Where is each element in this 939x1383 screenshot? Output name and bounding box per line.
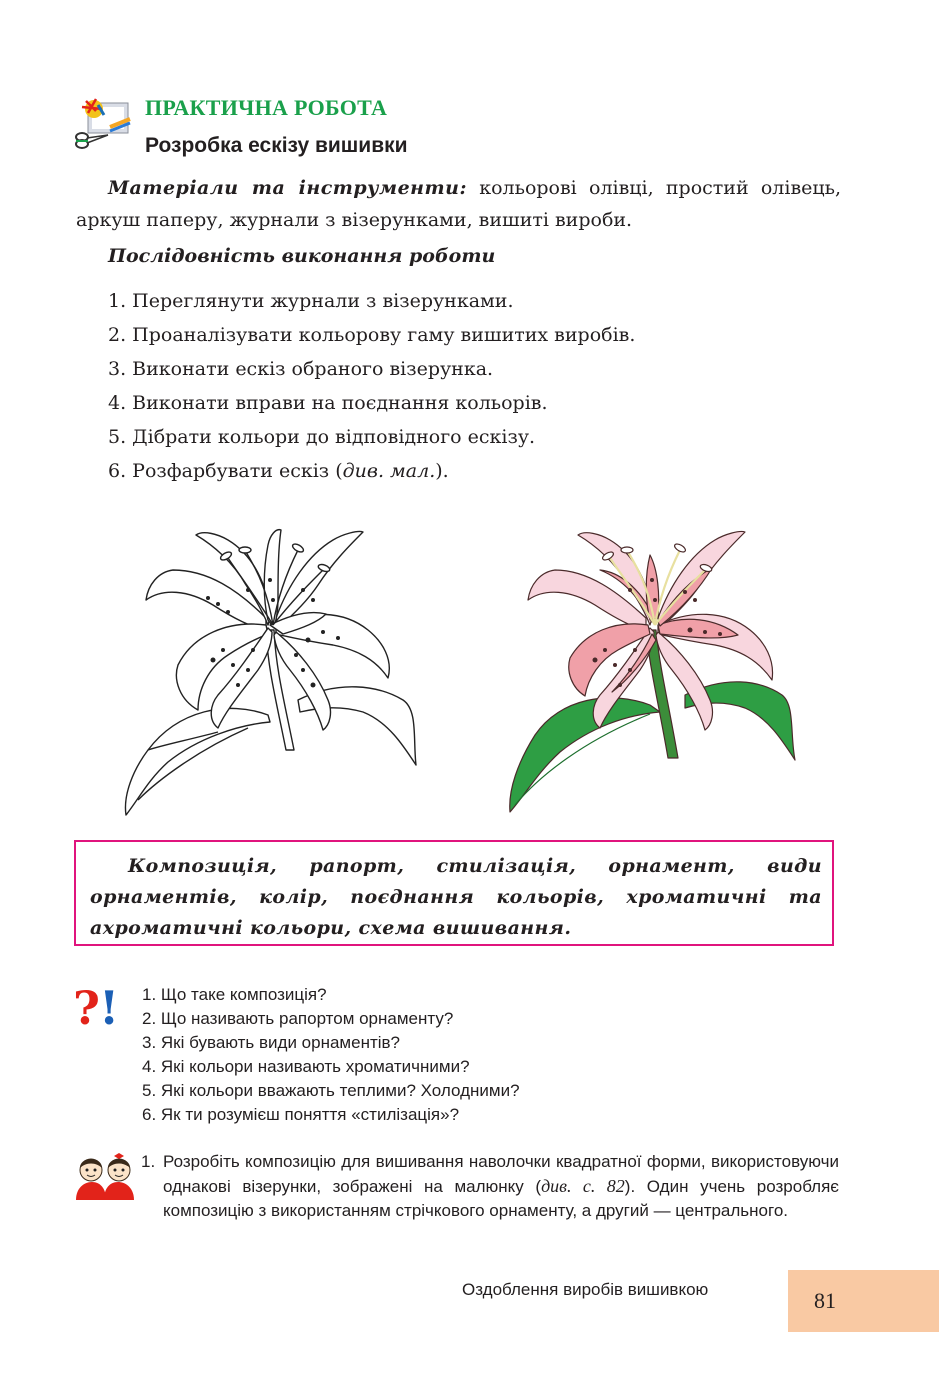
- lily-outline-illustration: [118, 500, 428, 822]
- lily-colored-illustration: [500, 500, 800, 822]
- questions-list: [142, 983, 520, 1127]
- step-item: 4. Виконати вправи на поєднання кольорів.: [108, 392, 548, 414]
- question-item: 1. Що таке композиція?: [142, 985, 327, 1004]
- section-heading: ПРАКТИЧНА РОБОТА: [145, 95, 388, 120]
- question-item: 5. Які кольори вважають теплими? Холодними?: [142, 1081, 520, 1100]
- question-item: 2. Що називають рапортом орнаменту?: [142, 1009, 454, 1028]
- svg-text:!: !: [99, 984, 120, 1028]
- step-item: 3. Виконати ескіз обраного візерунка.: [108, 358, 494, 380]
- step-item: 6. Розфарбувати ескіз (див. мал.).: [108, 460, 449, 482]
- svg-text:?: ?: [73, 984, 100, 1028]
- chapter-footer: Оздоблення виробів вишивкою: [462, 1280, 709, 1299]
- step-item: 2. Проаналізувати кольорову гаму вишитих виробів.: [108, 324, 636, 346]
- task-text: Розробіть композицію для вишивання наволочки квадратної форми, використовуючи однакові візерунки, зображені на малюнку (див. с. 82). Один учень розробляє композицію з використанням стрічкового орнаменту, а другий — центрального.: [163, 1152, 839, 1220]
- section-subheading: Розробка ескізу вишивки: [145, 134, 408, 157]
- task-item: [141, 1150, 839, 1223]
- question-item: 6. Як ти розумієш поняття «стилізація»?: [142, 1105, 460, 1124]
- question-item: 3. Які бувають види орнаментів?: [142, 1033, 401, 1052]
- two-children-icon: [74, 1150, 136, 1202]
- step-item: 1. Переглянути журнали з візерунками.: [108, 290, 514, 312]
- task-page-ref: див. с. 82: [541, 1176, 625, 1196]
- materials-text: кольорові олівці, простий олівець, аркуш паперу, журнали з візерунками, вишиті вироби.: [76, 177, 841, 231]
- question-item: 4. Які кольори називають хроматичними?: [142, 1057, 470, 1076]
- materials-label: Матеріали та інструменти:: [108, 177, 467, 199]
- question-exclamation-icon: [73, 984, 125, 1028]
- page-number: 81: [814, 1288, 836, 1313]
- sequence-title: Послідовність виконання роботи: [108, 245, 496, 267]
- task-number: 1.: [141, 1152, 156, 1171]
- step-ref: див. мал.: [342, 460, 436, 482]
- practical-work-icon: [74, 97, 134, 151]
- key-terms-text: Композиція, рапорт, стилізація, орнамент, види орнаментів, колір, поєднання кольорів, хроматичні та ахроматичні кольори, схема вишивання.: [90, 855, 822, 939]
- step-item: 5. Дібрати кольори до відповідного ескізу.: [108, 426, 536, 448]
- steps-list: [108, 284, 635, 488]
- materials-paragraph: [76, 172, 841, 236]
